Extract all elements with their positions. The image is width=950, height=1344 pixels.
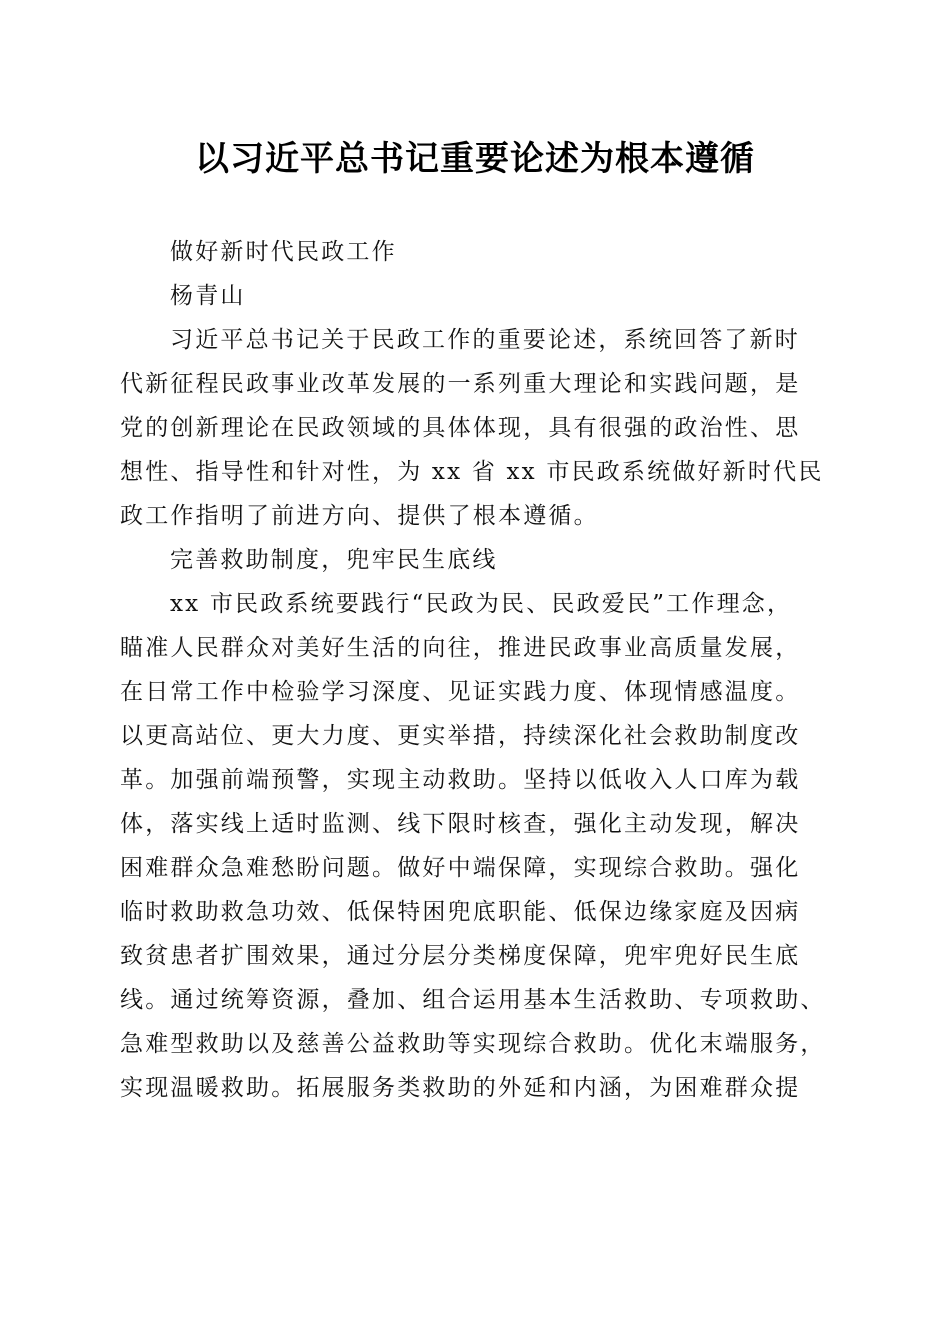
text-line: 实现温暖救助。拓展服务类救助的外延和内涵，为困难群众提 <box>120 1075 801 1101</box>
text-line: 线。通过统筹资源，叠加、组合运用基本生活救助、专项救助、 <box>120 987 826 1013</box>
text-line: 致贫患者扩围效果，通过分层分类梯度保障，兜牢兜好民生底 <box>120 943 801 969</box>
text-line: 政工作指明了前进方向、提供了根本遵循。 <box>120 503 599 529</box>
text-line: 革。加强前端预警，实现主动救助。坚持以低收入人口库为载 <box>120 767 801 793</box>
text-line: 做好新时代民政工作 <box>170 239 397 265</box>
text-line: 临时救助救急功效、低保特困兜底职能、低保边缘家庭及因病 <box>120 899 801 925</box>
text-line: 困难群众急难愁盼问题。做好中端保障，实现综合救助。强化 <box>120 855 801 881</box>
text-line: 在日常工作中检验学习深度、见证实践力度、体现情感温度。 <box>120 679 801 705</box>
text-line: 急难型救助以及慈善公益救助等实现综合救助。优化末端服务， <box>120 1031 826 1057</box>
text-line: 以更高站位、更大力度、更实举措，持续深化社会救助制度改 <box>120 723 801 749</box>
text-line: 杨青山 <box>170 283 246 309</box>
document-title: 以习近平总书记重要论述为根本遵循 <box>195 139 755 179</box>
text-line: 习近平总书记关于民政工作的重要论述，系统回答了新时 <box>170 327 800 353</box>
text-line: 党的创新理论在民政领域的具体体现，具有很强的政治性、思 <box>120 415 801 441</box>
text-line: 代新征程民政事业改革发展的一系列重大理论和实践问题，是 <box>120 371 801 397</box>
text-line: 想性、指导性和针对性，为 xx 省 xx 市民政系统做好新时代民 <box>120 459 824 485</box>
document-body <box>120 230 832 1110</box>
text-line: 体，落实线上适时监测、线下限时核查，强化主动发现，解决 <box>120 811 801 837</box>
text-line: xx 市民政系统要践行“民政为民、民政爱民”工作理念， <box>170 591 793 617</box>
text-line: 完善救助制度，兜牢民生底线 <box>170 547 498 573</box>
text-line: 瞄准人民群众对美好生活的向往，推进民政事业高质量发展， <box>120 635 801 661</box>
